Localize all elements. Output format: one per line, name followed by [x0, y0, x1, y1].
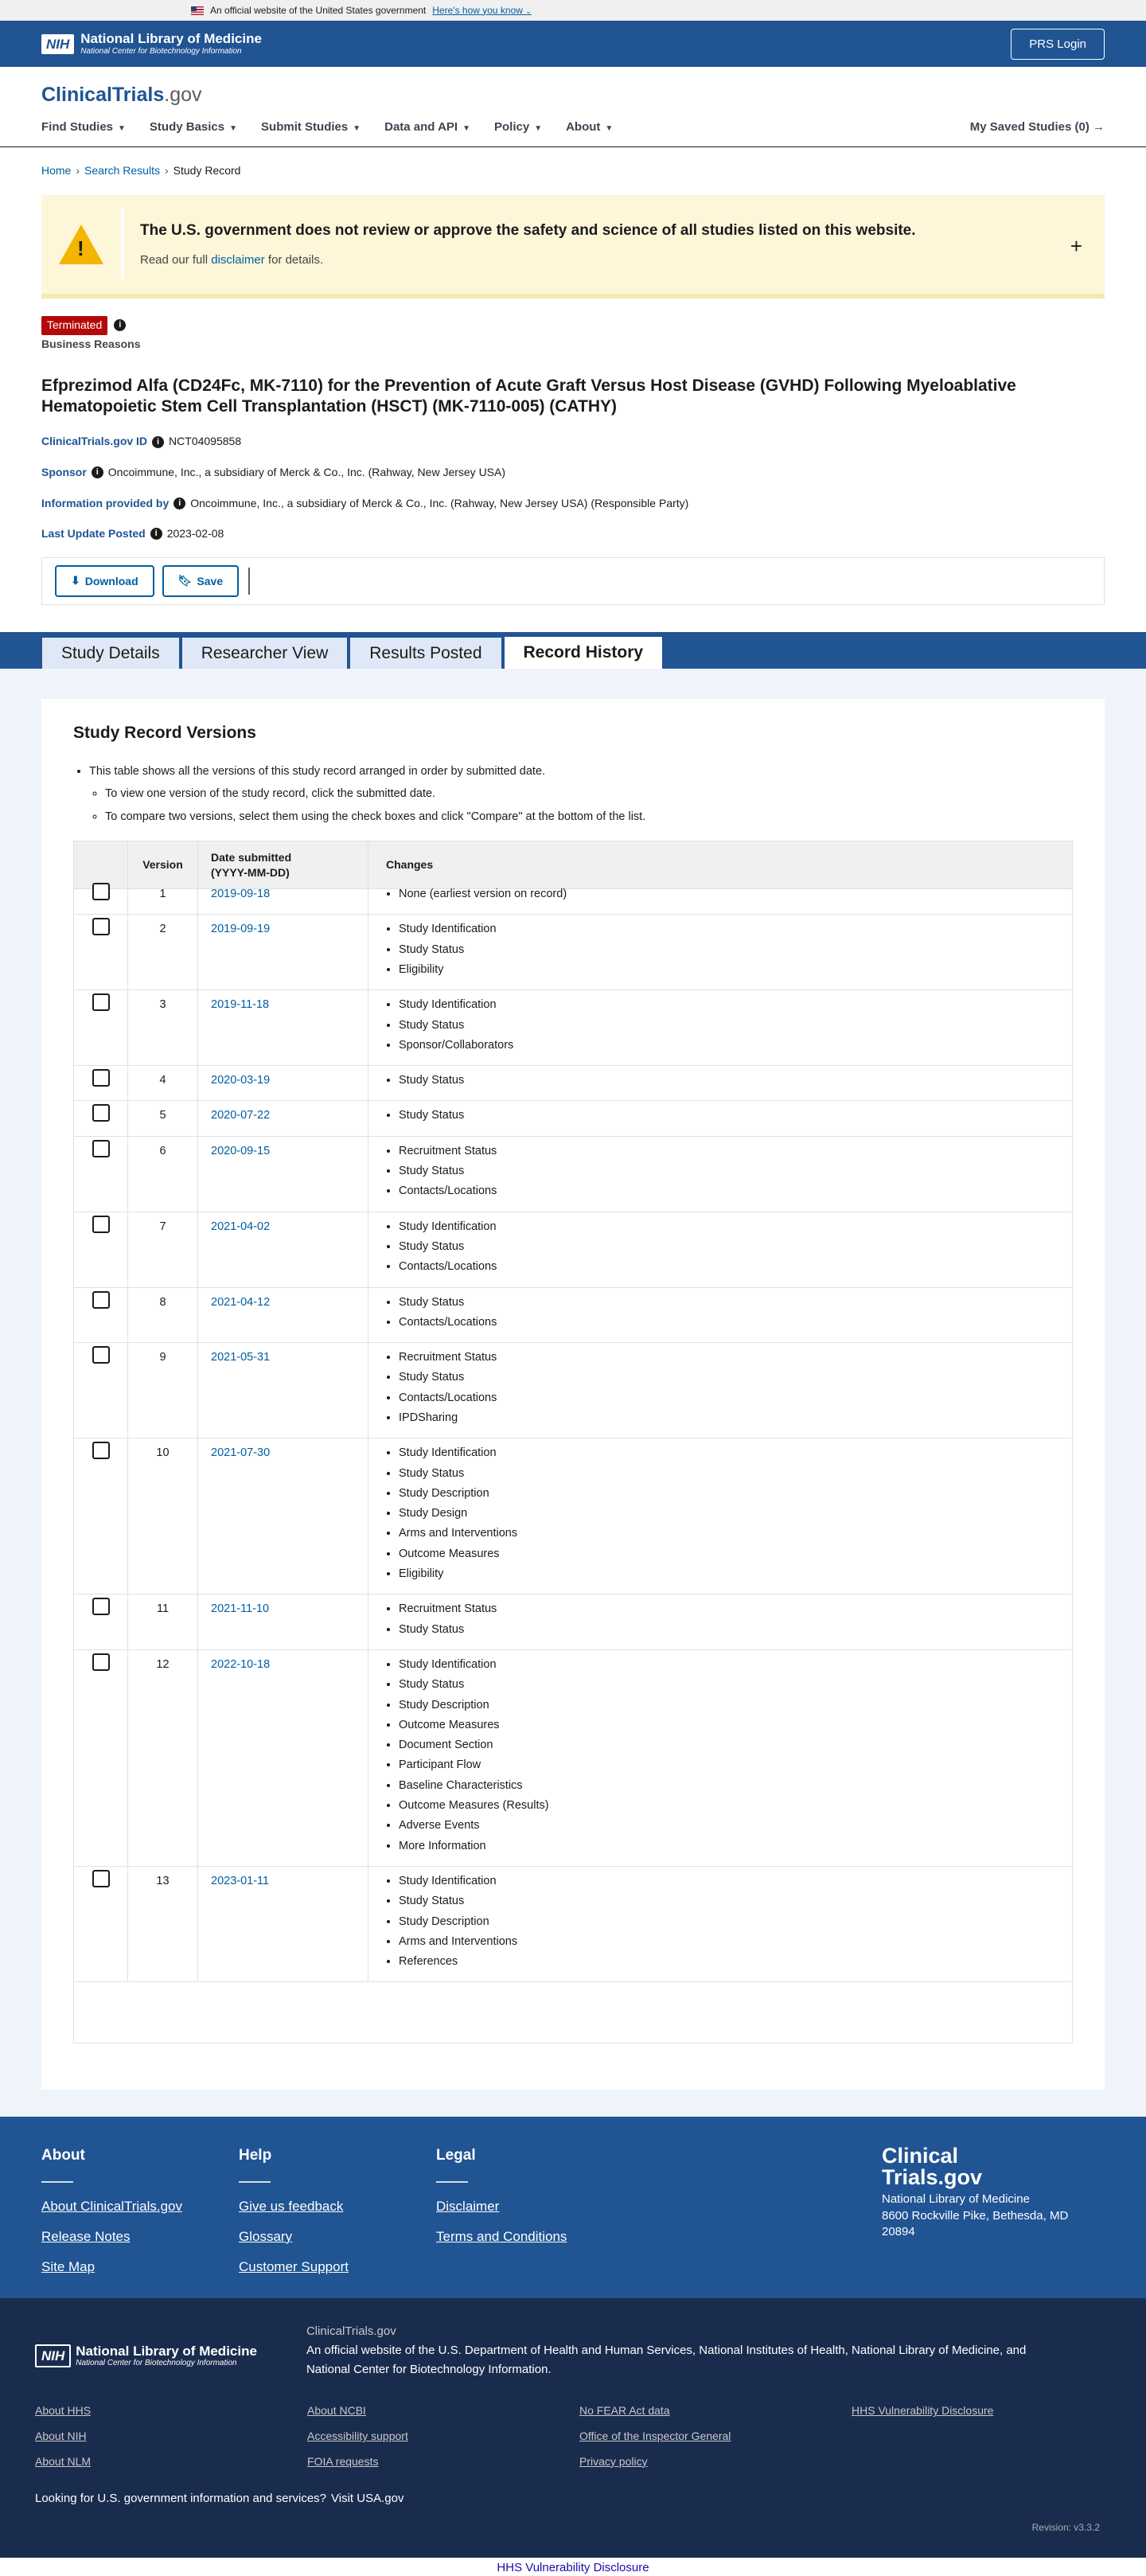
footer-legal: Legal Disclaimer Terms and Conditions [436, 2145, 633, 2298]
change-item: • Arms and Interventions [399, 1932, 1054, 1952]
changes-list [386, 1872, 1054, 1981]
change-item: • Study Status [399, 1016, 1054, 1036]
versions-table [73, 841, 1073, 2043]
study-tabs [0, 632, 1146, 669]
bookmark-icon: 🔖︎ [177, 574, 193, 587]
change-item: • Study Status [399, 940, 1054, 960]
table-row [74, 1438, 1072, 1594]
changes-list [386, 1293, 1054, 1343]
disclaimer-alert [41, 195, 1105, 299]
intro-list [89, 763, 1073, 825]
version-date-link[interactable]: 2021-07-30 [211, 1446, 271, 1460]
nav-policy[interactable]: Policy ▼ [494, 120, 543, 134]
provided-by-label: Information provided by [41, 496, 170, 509]
gov-footer-link[interactable]: Accessibility support [307, 2430, 408, 2443]
footer-link[interactable]: Site Map [41, 2258, 96, 2274]
version-date-link[interactable]: 2020-07-22 [211, 1109, 271, 1122]
divider [248, 568, 250, 595]
change-item: • Study Identification [399, 995, 1054, 1015]
change-item: • Study Status [399, 1071, 1054, 1091]
alert-text: Read our full disclaimer for details. [140, 252, 324, 267]
table-row [74, 1650, 1072, 1867]
official-statement: An official website of the U.S. Department of Health and Human Services, National Institutes of Health, National Library of Medicine, and National Center for Biotechnology Information. [306, 2344, 1027, 2377]
provided-by-value: Oncoimmune, Inc., a subsidiary of Merck & Co., Inc. (Rahway, New Jersey USA) (Responsible Party) [190, 496, 689, 509]
change-item: • Participant Flow [399, 1755, 1054, 1775]
change-item: • Baseline Characteristics [399, 1776, 1054, 1796]
chevron-right-icon: › [164, 164, 169, 177]
prs-login-button[interactable]: PRS Login [1011, 29, 1105, 60]
footer-link[interactable]: Terms and Conditions [436, 2228, 567, 2244]
table-row [74, 990, 1072, 1066]
change-item: • Adverse Events [399, 1816, 1054, 1836]
col-changes: Changes [386, 857, 434, 871]
chevron-down-icon: ⌄ [525, 6, 532, 15]
gov-footer-link[interactable]: About NLM [35, 2454, 92, 2468]
table-row [74, 1594, 1072, 1650]
info-icon[interactable]: i [92, 466, 103, 478]
chevron-down-icon: ▼ [534, 124, 543, 133]
compare-checkbox[interactable] [92, 1069, 110, 1087]
hhs-link[interactable]: U.S. Department of Health and Human Services [438, 2344, 692, 2358]
hhs-vulnerability-footer [0, 2558, 1146, 2574]
sponsor-label: Sponsor [41, 466, 87, 478]
ncbi-name: National Center for Biotechnology Information [80, 46, 242, 56]
compare-checkbox[interactable] [92, 1653, 110, 1671]
gov-footer-link [852, 2429, 1124, 2445]
footer-about: About About ClinicalTrials.gov Release Notes Site Map [41, 2145, 239, 2298]
compare-checkbox[interactable] [92, 1442, 110, 1459]
nct-id-label: ClinicalTrials.gov ID [41, 435, 148, 448]
change-item: • More Information [399, 1836, 1054, 1856]
record-versions-card [41, 699, 1105, 2090]
disclaimer-link[interactable]: disclaimer [211, 252, 265, 267]
footer-link[interactable]: Glossary [239, 2228, 293, 2244]
change-item: • Study Status [399, 1891, 1054, 1911]
gov-footer-link[interactable]: Privacy policy [579, 2454, 648, 2468]
change-item: • Eligibility [399, 960, 1054, 980]
version-number: 1 [128, 880, 198, 914]
change-item: • Study Status [399, 1675, 1054, 1695]
intro-bullet: ◦ To view one version of the study record, click the submitted date. [105, 786, 1073, 802]
chevron-down-icon: ▼ [462, 124, 470, 133]
table-row [74, 1288, 1072, 1344]
info-icon[interactable]: i [173, 498, 185, 509]
chevron-down-icon: ▼ [605, 124, 614, 133]
change-item: • Study Identification [399, 1217, 1054, 1237]
version-date-link[interactable]: 2021-04-12 [211, 1295, 271, 1309]
version-number: 12 [128, 1650, 198, 1866]
gov-footer-link [852, 2454, 1124, 2470]
breadcrumb-search-results[interactable]: Search Results [84, 164, 160, 177]
tab-record-history[interactable]: Record History [504, 632, 664, 669]
gov-footer-link[interactable]: Office of the Inspector General [579, 2430, 731, 2443]
version-date-link[interactable]: 2021-04-02 [211, 1220, 271, 1233]
change-item: • Eligibility [399, 1564, 1054, 1584]
change-item: • Arms and Interventions [399, 1524, 1054, 1544]
footer-gov-links [35, 2403, 1111, 2469]
change-item: • Contacts/Locations [399, 1181, 1054, 1201]
change-item: • Outcome Measures (Results) [399, 1796, 1054, 1816]
table-row [74, 1343, 1072, 1438]
table-row [74, 1101, 1072, 1136]
study-meta [0, 416, 1146, 541]
gov-banner [0, 0, 1146, 21]
info-icon[interactable]: i [152, 436, 164, 448]
change-item: • Study Description [399, 1484, 1054, 1504]
changes-list [386, 1443, 1054, 1594]
change-item: • Study Identification [399, 1655, 1054, 1675]
change-item: • Outcome Measures [399, 1544, 1054, 1564]
gov-footer-link[interactable]: No FEAR Act data [579, 2404, 670, 2418]
change-item: • Contacts/Locations [399, 1313, 1054, 1333]
change-item: • Document Section [399, 1735, 1054, 1755]
version-date-link[interactable]: 2023-01-11 [211, 1874, 270, 1887]
hhs-vulnerability-link[interactable]: HHS Vulnerability Disclosure [497, 2561, 649, 2575]
section-heading: Study Record Versions [73, 723, 256, 742]
compare-checkbox[interactable] [92, 918, 110, 935]
nav-find-studies[interactable]: Find Studies ▼ [41, 120, 126, 134]
change-item: • Study Status [399, 1620, 1054, 1640]
nlm-footer [0, 2298, 1146, 2558]
change-item: • Recruitment Status [399, 1142, 1054, 1161]
nav-study-basics[interactable]: Study Basics ▼ [149, 120, 238, 134]
version-date-link[interactable]: 2019-11-18 [211, 998, 270, 1012]
version-date-link[interactable]: 2020-09-15 [211, 1144, 271, 1157]
changes-list [386, 1655, 1054, 1866]
intro-bullet: ◦ To compare two versions, select them using the check boxes and click "Compare" at the bottom of the list. [105, 809, 1073, 825]
table-row [74, 1137, 1072, 1212]
compare-checkbox[interactable] [92, 1346, 110, 1364]
changes-list [386, 1217, 1054, 1287]
compare-checkbox[interactable] [92, 1291, 110, 1309]
last-update-value: 2023-02-08 [166, 527, 224, 541]
nav-submit-studies[interactable]: Submit Studies ▼ [261, 120, 361, 134]
chevron-down-icon: ▼ [353, 124, 361, 133]
footer-link[interactable]: Release Notes [41, 2228, 131, 2244]
site-logo[interactable]: ClinicalTrials.gov [41, 84, 202, 106]
change-item: • Study Identification [399, 919, 1054, 939]
chevron-right-icon: › [76, 164, 80, 177]
footer-address: 8600 Rockville Pike, Bethesda, MD 20894 [882, 2208, 1069, 2238]
nlm-name: National Library of Medicine [80, 31, 262, 47]
change-item: • Study Status [399, 1464, 1054, 1484]
version-number: 11 [128, 1594, 198, 1649]
gov-banner-text: An official website of the United States government [210, 4, 427, 16]
version-number: 6 [128, 1137, 198, 1212]
us-flag-icon [191, 6, 204, 15]
footer-link[interactable]: Disclaimer [436, 2199, 500, 2215]
info-icon[interactable]: i [150, 528, 162, 540]
gov-footer-link[interactable]: HHS Vulnerability Disclosure [852, 2404, 994, 2418]
version-date-link[interactable]: 2020-03-19 [211, 1074, 271, 1087]
change-item: • Study Design [399, 1504, 1054, 1524]
breadcrumb-current: Study Record [173, 164, 241, 177]
nih-logo-icon: NIH [35, 2344, 71, 2367]
change-item: • Study Status [399, 1293, 1054, 1313]
nav-about[interactable]: About ▼ [566, 120, 614, 134]
change-item: • Study Identification [399, 1443, 1054, 1463]
download-icon: ⬇ [71, 574, 80, 587]
table-row [74, 1212, 1072, 1288]
changes-list [386, 1599, 1054, 1649]
nlm-link[interactable]: National Library of Medicine [852, 2344, 1000, 2358]
table-row [74, 1867, 1072, 1982]
nlm-logo[interactable] [41, 32, 262, 56]
version-date-link[interactable]: 2019-09-18 [211, 888, 271, 901]
version-number: 10 [128, 1438, 198, 1594]
change-item: • Study Status [399, 1106, 1054, 1126]
version-date-link[interactable]: 2021-11-10 [211, 1602, 270, 1616]
nih-link[interactable]: National Institutes of Health [699, 2344, 845, 2358]
version-number: 8 [128, 1288, 198, 1343]
nih-logo-icon: NIH [41, 34, 74, 54]
alert-title: The U.S. government does not review or approve the safety and science of all studies listed on this website. [140, 222, 916, 240]
change-item: • None (earliest version on record) [399, 884, 1054, 904]
table-row [74, 880, 1072, 915]
breadcrumb-home[interactable]: Home [41, 164, 72, 177]
nlm-footer-logo[interactable]: NIH National Library of Medicine National Center for Biotechnology Information [35, 2332, 257, 2379]
gov-footer-link[interactable]: About HHS [35, 2404, 92, 2418]
footer-org: National Library of Medicine [882, 2192, 1030, 2207]
change-item: • Study Status [399, 1368, 1054, 1388]
usa-gov-line: Looking for U.S. government information and services? Visit USA.gov [35, 2492, 404, 2506]
arrow-right-icon: → [1093, 120, 1105, 134]
change-item: • Study Status [399, 1237, 1054, 1257]
changes-list [386, 1071, 1054, 1100]
expand-plus-icon[interactable]: + [1070, 234, 1082, 258]
version-date-link[interactable]: 2019-09-19 [211, 923, 271, 936]
tab-results-posted[interactable]: Results Posted [349, 637, 501, 669]
gov-footer-link[interactable]: About NCBI [307, 2404, 366, 2418]
gov-footer-link[interactable]: FOIA requests [307, 2454, 379, 2468]
change-item: • Study Description [399, 1912, 1054, 1932]
changes-list [386, 1106, 1054, 1135]
compare-checkbox[interactable] [92, 993, 110, 1011]
change-item: • Contacts/Locations [399, 1257, 1054, 1277]
my-saved-studies-link[interactable]: My Saved Studies (0) → [969, 120, 1105, 134]
sponsor-value: Oncoimmune, Inc., a subsidiary of Merck & Co., Inc. (Rahway, New Jersey USA) [107, 466, 506, 478]
changes-list [386, 995, 1054, 1065]
last-update-label: Last Update Posted [41, 527, 146, 541]
footer-link[interactable]: About ClinicalTrials.gov [41, 2199, 182, 2215]
footer-help: Help Give us feedback Glossary Customer Support [239, 2145, 436, 2298]
compare-checkbox[interactable] [92, 1216, 110, 1233]
version-number: 9 [128, 1343, 198, 1438]
visit-usa-gov-link[interactable]: Visit USA.gov [331, 2492, 404, 2506]
change-item: • Study Identification [399, 1872, 1054, 1891]
version-number: 13 [128, 1867, 198, 1981]
footer-link[interactable]: Customer Support [239, 2258, 349, 2274]
col-date: Date submitted (YYYY-MM-DD) [198, 841, 368, 888]
info-icon[interactable]: i [114, 319, 126, 331]
version-date-link[interactable]: 2021-05-31 [211, 1351, 271, 1364]
change-item: • Contacts/Locations [399, 1388, 1054, 1408]
footer-brand [882, 2145, 1105, 2298]
tab-study-details[interactable]: Study Details [41, 637, 180, 669]
status-reason: Business Reasons [41, 337, 141, 350]
compare-checkbox[interactable] [92, 1598, 110, 1615]
table-row [74, 915, 1072, 990]
changes-list [386, 1348, 1054, 1438]
intro-text: • This table shows all the versions of this study record arranged in order by submitted date. [89, 763, 1073, 779]
breadcrumb [0, 147, 1146, 195]
change-item: • Recruitment Status [399, 1348, 1054, 1368]
ncbi-link[interactable]: National Center for Biotechnology Information [306, 2363, 548, 2377]
status-badge: Terminated [41, 316, 107, 335]
version-number: 2 [128, 915, 198, 989]
version-number: 7 [128, 1212, 198, 1287]
main-nav [41, 119, 1105, 135]
change-item: • IPDSharing [399, 1408, 1054, 1428]
footer-link[interactable]: Give us feedback [239, 2199, 344, 2215]
change-item: • Study Status [399, 1161, 1054, 1181]
version-number: 5 [128, 1101, 198, 1135]
version-number: 3 [128, 990, 198, 1065]
footer-logo[interactable]: Clinical Trials.gov [882, 2144, 983, 2190]
compare-checkbox[interactable] [92, 1104, 110, 1122]
gov-footer-link[interactable]: About NIH [35, 2430, 87, 2443]
download-button[interactable]: ⬇ Download [55, 565, 154, 597]
nav-data-api[interactable]: Data and API ▼ [384, 120, 470, 134]
change-item: • Sponsor/Collaborators [399, 1036, 1054, 1056]
chevron-down-icon: ▼ [229, 124, 238, 133]
nct-id: NCT04095858 [169, 435, 242, 448]
revision: Revision: v3.3.2 [1031, 2522, 1100, 2534]
heres-how-you-know-link[interactable]: Here's how you know ⌄ [432, 4, 532, 16]
site-header [0, 67, 1146, 147]
col-version: Version [128, 841, 198, 888]
nlm-header [0, 21, 1146, 67]
change-item: • Outcome Measures [399, 1715, 1054, 1735]
site-footer [0, 2117, 1146, 2298]
changes-list [386, 1142, 1054, 1212]
table-row [74, 1066, 1072, 1101]
compare-checkbox[interactable] [92, 883, 110, 900]
tab-researcher-view[interactable]: Researcher View [181, 637, 349, 669]
compare-checkbox[interactable] [92, 1140, 110, 1157]
chevron-down-icon: ▼ [118, 124, 126, 133]
warning-icon [59, 224, 103, 264]
change-item: • References [399, 1952, 1054, 1972]
compare-checkbox[interactable] [92, 1870, 110, 1887]
save-button[interactable]: 🔖︎ Save [162, 565, 239, 597]
change-item: • Recruitment Status [399, 1599, 1054, 1619]
changes-list [386, 919, 1054, 989]
version-number: 4 [128, 1066, 198, 1100]
footer-site-name: ClinicalTrials.gov [306, 2324, 396, 2339]
table-footer [74, 1982, 1072, 2043]
changes-list [386, 884, 1054, 914]
change-item: • Study Description [399, 1696, 1054, 1715]
version-date-link[interactable]: 2022-10-18 [211, 1657, 271, 1671]
study-title: Efprezimod Alfa (CD24Fc, MK-7110) for the Prevention of Acute Graft Versus Host Disease (GVHD) Following Myeloablative Hematopoietic Stem Cell Transplantation (HSCT) (MK-7110-005) (CATHY) [41, 377, 1016, 416]
study-actions [41, 557, 1105, 605]
